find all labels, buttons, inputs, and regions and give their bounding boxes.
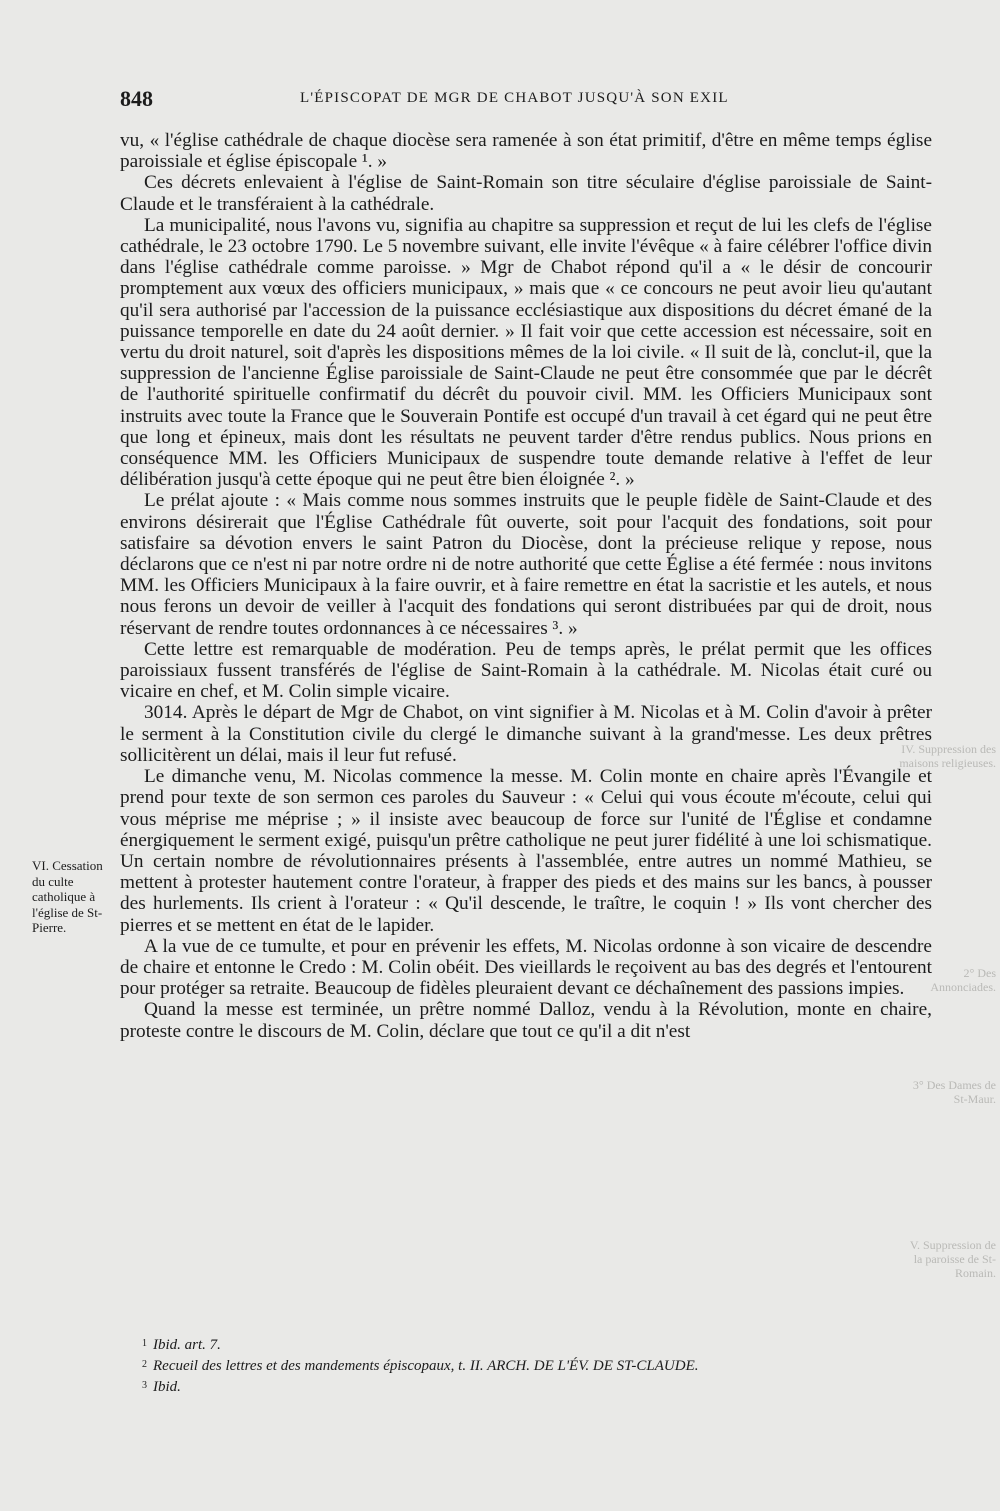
page-header <box>120 86 932 116</box>
paragraph: 3014. Après le départ de Mgr de Chabot, on vint signifier à M. Nicolas et à M. Colin d'avoir à prêter le serment à la Constitution civile du clergé le dimanche suivant à la grand'messe. Les deux prêtres sollicitèrent un délai, mais il leur fut refusé. <box>120 702 932 766</box>
paragraph: Ces décrets enlevaient à l'église de Saint-Romain son titre séculaire d'église paroissiale de Saint-Claude et le transféraient à la cathédrale. <box>120 172 932 215</box>
footnote-mark: 1 <box>142 1338 147 1349</box>
paragraph: Le dimanche venu, M. Nicolas commence la messe. M. Colin monte en chaire après l'Évangile et prend pour texte de son sermon ces paroles du Sauveur : « Celui qui vous écoute m'écoute, celui qui vous méprise me méprise ; » il insiste avec beaucoup de force sur l'unité de l'Église et condamne énergiquement le serment exigé, puisqu'un prêtre catholique ne peut jurer fidélité à une loi schismatique. Un certain nombre de révolutionnaires présents à l'assemblée, entre autres un nommé Mathieu, se mettent à protester hautement contre l'orateur, à frapper des pieds et des mains sur les bancs, à pousser des hurlements. Ils crient à l'orateur : « Qu'il descende, le traître, le coquin ! » Ils vont chercher des pierres et se mettent en état de le lapider. <box>120 766 932 936</box>
margin-note: VI. Cessation du culte catholique à l'église de St-Pierre. <box>32 858 103 935</box>
footnote-text: Recueil des lettres et des mandements épiscopaux, t. II. ARCH. DE L'ÉV. DE ST-CLAUDE. <box>153 1358 699 1374</box>
paragraph: Cette lettre est remarquable de modération. Peu de temps après, le prélat permit que les offices paroissiaux fussent transférés de l'église de Saint-Romain à la cathédrale. M. Nicolas était curé ou vicaire en chef, et M. Colin simple vicaire. <box>120 638 932 703</box>
paragraph: La municipalité, nous l'avons vu, signifia au chapitre sa suppression et reçut de lui les clefs de l'église cathédrale, le 23 octobre 1790. Le 5 novembre suivant, elle invite l'évêque « à faire célébrer l'office divin dans l'église cathédrale comme paroisse. » Mgr de Chabot répond qu'il a « le désir de concourir promptement aux vœux des officiers municipaux, » mais que « ce concours ne peut avoir lieu qu'autant qu'il sera authorisé par l'accession de la puissance ecclésiastique aux dispositions du décret émané de la puissance temporelle en date du 24 août dernier. » Il fait voir que cette accession est nécessaire, soit en vertu du droit naturel, soit d'après les dispositions mêmes de la loi civile. « Il suit de là, conclut-il, que la suppression de l'ancienne Église paroissiale de Saint-Claude ne peut être consommée que par le décrêt de l'authorité spirituelle confirmatif du décrêt du pouvoir civil. MM. les Officiers Municipaux sont instruits avec toute la France que le Souverain Pontife est occupé d'un travail à cet égard qui ne peut être que long et épineux, mais dont les résultats ne peuvent tarder d'être rendus publics. Nous prions en conséquence MM. les Officiers Municipaux de suspendre toute demande relative à l'effet de leur délibération jusqu'à cette époque qui ne peut être bien éloignée ². » <box>120 214 932 491</box>
body-text <box>120 130 932 1042</box>
bleed-through-note: V. Suppression de la paroisse de St-Romain. <box>909 1238 996 1280</box>
paragraph: A la vue de ce tumulte, et pour en prévenir les effets, M. Nicolas ordonne à son vicaire de descendre de chaire et entonne le Credo : M. Colin obéit. Des vieillards le reçoivent au bas des degrés et l'entourent pour protéger sa retraite. Beaucoup de fidèles pleuraient devant ce déchaînement des passions impies. <box>120 935 932 1000</box>
footnote-text: Ibid. <box>153 1379 181 1395</box>
page-number: 848 <box>120 86 153 111</box>
paragraph: Quand la messe est terminée, un prêtre nommé Dalloz, vendu à la Révolution, monte en chaire, proteste contre le discours de M. Colin, déclare que tout ce qu'il a dit n'est <box>120 999 932 1042</box>
paragraph: Le prélat ajoute : « Mais comme nous sommes instruits que le peuple fidèle de Saint-Claude et des environs désirerait que l'Église Cathédrale fût ouverte, soit pour l'acquit des fondations, soit pour satisfaire sa dévotion envers le saint Patron du Diocèse, dont la précieuse relique y repose, nous déclarons que ce n'est ni par notre ordre ni de notre authorité que cette Église a été fermée : nous invitons MM. les Officiers Municipaux à la faire ouvrir, et à faire remettre en état la sacristie et les autels, et nous nous ferons un devoir de veiller à l'acquit des fondations qui seront distribuées par qui de droit, nous réservant de rendre toutes ordonnances à ce nécessaires ³. » <box>120 490 932 639</box>
footnotes <box>142 1334 902 1397</box>
footnote-mark: 3 <box>142 1380 147 1391</box>
footnote <box>142 1376 902 1397</box>
footnote <box>142 1334 902 1355</box>
bleed-through-note: IV. Suppression des maisons religieuses. <box>899 742 996 770</box>
footnote-text: Ibid. art. 7. <box>153 1337 221 1353</box>
bleed-through-note: 3° Des Dames de St-Maur. <box>912 1078 996 1106</box>
footnote <box>142 1355 902 1376</box>
bleed-through-note: 2° Des Annonciades. <box>930 966 996 994</box>
running-title: L'ÉPISCOPAT DE MGR DE CHABOT JUSQU'À SON EXIL <box>300 90 729 106</box>
paragraph: vu, « l'église cathédrale de chaque diocèse sera ramenée à son état primitif, d'être en même temps église paroissiale et église épiscopale ¹. » <box>120 130 932 173</box>
footnote-mark: 2 <box>142 1359 147 1370</box>
